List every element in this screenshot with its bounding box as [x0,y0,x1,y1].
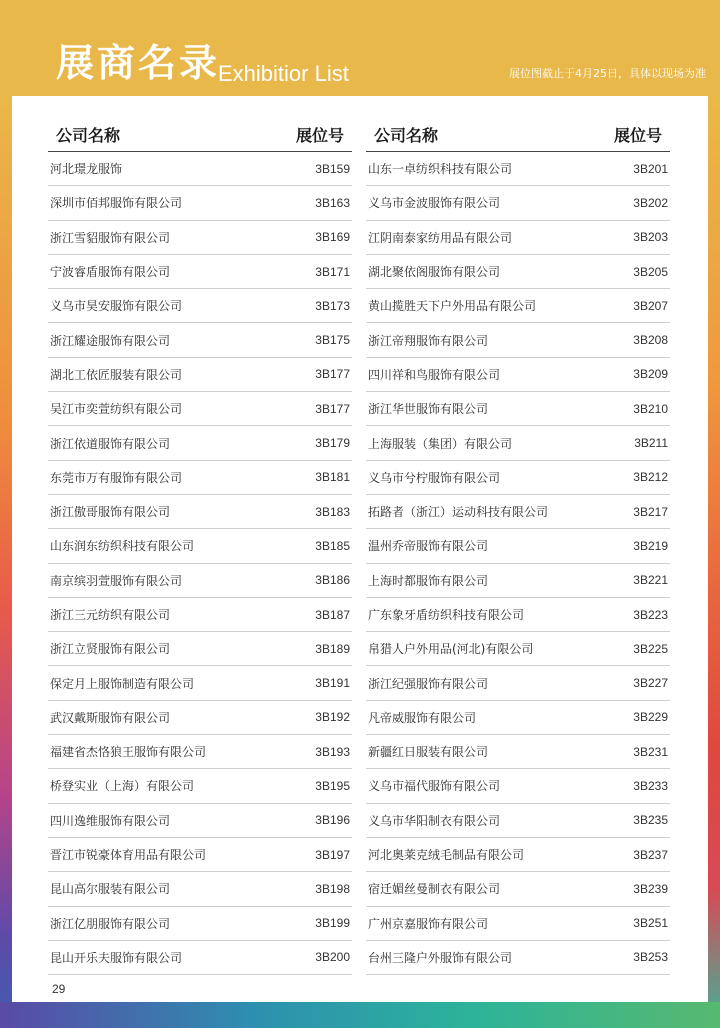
booth-number: 3B192 [315,710,350,725]
company-name: 浙江立贤服饰有限公司 [50,642,171,657]
table-row [48,804,352,838]
table-row [366,838,670,872]
booth-number: 3B212 [633,470,668,485]
company-name: 昆山高尔服装有限公司 [50,882,171,897]
table-row [366,666,670,700]
table-row [48,632,352,666]
company-name: 山东润东纺织科技有限公司 [50,539,195,554]
booth-number: 3B187 [315,607,350,622]
table-row [48,838,352,872]
company-name: 武汉戴斯服饰有限公司 [50,710,171,725]
company-name: 黄山揽胜天下户外用品有限公司 [368,299,537,314]
table-header [366,118,670,152]
table-row [48,255,352,289]
company-name: 湖北工依匠服装有限公司 [50,367,183,382]
content-sheet [12,96,708,1002]
company-name: 南京缤羽萱服饰有限公司 [50,573,183,588]
booth-number: 3B181 [315,470,350,485]
company-name: 吴江市奕萱纺织有限公司 [50,402,183,417]
booth-number: 3B227 [633,676,668,691]
booth-number: 3B205 [633,264,668,279]
company-name: 浙江三元纺织有限公司 [50,608,171,622]
table-row [48,152,352,186]
right-gradient-strip [708,96,720,1028]
booth-number: 3B177 [315,401,350,416]
table-row [48,392,352,426]
table-row [366,598,670,632]
company-name: 宁波睿盾服饰有限公司 [50,265,171,280]
table-row [366,872,670,906]
company-name: 保定月上服饰制造有限公司 [50,676,195,691]
table-row [366,804,670,838]
booth-number: 3B202 [633,195,668,210]
booth-number: 3B159 [315,161,350,176]
page-number: 29 [52,982,66,996]
table-row [366,564,670,598]
column-header-company: 公司名称 [56,126,121,145]
company-name: 帛猎人户外用品(河北)有限公司 [368,642,534,657]
company-name: 浙江亿朋服饰有限公司 [50,916,171,931]
table-row [48,358,352,392]
booth-number: 3B193 [315,744,350,759]
table-row [48,701,352,735]
booth-number: 3B217 [633,504,668,519]
booth-number: 3B191 [315,676,350,691]
table-row [366,495,670,529]
table-row [48,666,352,700]
table-row [48,461,352,495]
table-row [366,632,670,666]
booth-number: 3B208 [633,333,668,348]
company-name: 江阴南泰家纺用品有限公司 [368,230,513,245]
column-header-company: 公司名称 [374,126,439,145]
page-subtitle: Exhibitior List [218,61,349,86]
company-name: 浙江雪貂服饰有限公司 [50,230,171,245]
table-row [366,358,670,392]
column-header-booth: 展位号 [613,126,662,145]
booth-number: 3B163 [315,195,350,210]
company-name: 义乌市昊安服饰有限公司 [50,299,183,314]
table-row [48,495,352,529]
booth-number: 3B177 [315,367,350,382]
booth-number: 3B198 [315,881,350,896]
booth-number: 3B223 [633,607,668,622]
table-row [48,289,352,323]
company-name: 凡帝威服饰有限公司 [368,710,477,725]
company-name: 东莞市万有服饰有限公司 [50,470,183,485]
table-row [366,461,670,495]
company-name: 义乌市福代服饰有限公司 [368,779,501,794]
company-name: 拓路者（浙江）运动科技有限公司 [368,505,549,520]
booth-number: 3B203 [633,230,668,245]
company-name: 上海时都服饰有限公司 [368,573,489,588]
booth-number: 3B235 [633,813,668,828]
company-name: 桥登实业（上海）有限公司 [50,779,195,794]
table-row [366,941,670,975]
left-gradient-strip [0,96,12,1028]
bottom-gradient-strip [0,1002,720,1028]
table-row [366,152,670,186]
company-name: 湖北聚依阁服饰有限公司 [368,265,501,280]
table-row [366,529,670,563]
table-row [48,186,352,220]
booth-number: 3B175 [315,333,350,348]
table-row [366,289,670,323]
booth-number: 3B239 [633,881,668,896]
booth-number: 3B210 [633,401,668,416]
table-row [366,735,670,769]
company-name: 广东象牙盾纺织科技有限公司 [368,608,525,622]
page-title: 展商名录 [56,41,221,85]
table-row [48,735,352,769]
company-name: 义乌市金波服饰有限公司 [368,196,501,211]
booth-number: 3B197 [315,847,350,862]
page-header [0,0,720,96]
company-name: 广州京嘉服饰有限公司 [368,916,489,931]
company-name: 河北璟龙服饰 [50,162,123,177]
booth-number: 3B209 [633,367,668,382]
booth-number: 3B173 [315,298,350,313]
booth-number: 3B196 [315,813,350,828]
company-name: 新疆红日服装有限公司 [368,745,489,760]
company-name: 四川祥和鸟服饰有限公司 [368,367,501,382]
company-name: 温州乔帝服饰有限公司 [368,539,489,554]
header-note: 展位图截止于4月25日，具体以现场为准 [509,67,706,80]
table-row [366,769,670,803]
company-name: 上海服装（集团）有限公司 [368,436,513,451]
booth-number: 3B253 [633,950,668,965]
company-name: 宿迁媚丝曼制衣有限公司 [368,882,501,897]
company-name: 浙江依道服饰有限公司 [50,436,171,451]
table-row [48,529,352,563]
column-header-booth: 展位号 [295,126,344,145]
booth-number: 3B207 [633,298,668,313]
booth-number: 3B186 [315,573,350,588]
company-name: 深圳市佰邦服饰有限公司 [50,196,183,211]
booth-number: 3B171 [315,264,350,279]
booth-number: 3B219 [633,538,668,553]
booth-number: 3B179 [315,436,350,451]
company-name: 山东一卓纺织科技有限公司 [368,162,513,177]
booth-number: 3B237 [633,847,668,862]
table-row [48,769,352,803]
table-row [48,872,352,906]
table-row [366,221,670,255]
exhibitor-table-left [48,118,352,975]
table-row [48,941,352,975]
booth-number: 3B233 [633,778,668,793]
table-row [48,426,352,460]
booth-number: 3B169 [315,230,350,245]
booth-number: 3B185 [315,538,350,553]
booth-number: 3B251 [633,916,668,931]
company-name: 晋江市锐豪体育用品有限公司 [50,848,207,863]
booth-number: 3B229 [633,710,668,725]
table-row [48,907,352,941]
table-row [366,426,670,460]
booth-number: 3B199 [315,916,350,931]
table-body [48,152,352,975]
table-row [366,701,670,735]
company-name: 浙江耀途服饰有限公司 [50,333,171,348]
company-name: 福建省杰恪狼王服饰有限公司 [50,745,207,760]
company-name: 浙江华世服饰有限公司 [368,402,489,417]
table-row [366,323,670,357]
table-row [48,323,352,357]
table-header [48,118,352,152]
booth-number: 3B211 [634,436,668,451]
company-name: 浙江傲哥服饰有限公司 [50,505,171,520]
booth-number: 3B225 [633,641,668,656]
company-name: 四川逸维服饰有限公司 [50,813,171,828]
booth-number: 3B221 [633,573,668,588]
table-row [48,221,352,255]
booth-number: 3B195 [315,778,350,793]
company-name: 昆山开乐夫服饰有限公司 [50,950,183,965]
table-body [366,152,670,975]
company-name: 浙江帝翔服饰有限公司 [368,333,489,348]
booth-number: 3B200 [315,950,350,965]
table-row [366,907,670,941]
table-row [366,186,670,220]
company-name: 台州三隆户外服饰有限公司 [368,950,513,965]
booth-number: 3B231 [633,744,668,759]
booth-number: 3B201 [633,161,668,176]
booth-number: 3B189 [315,641,350,656]
company-name: 义乌市兮柠服饰有限公司 [368,470,501,485]
table-row [366,392,670,426]
company-name: 义乌市华阳制衣有限公司 [368,813,501,828]
company-name: 河北奥莱克绒毛制品有限公司 [368,848,525,863]
company-name: 浙江纪强服饰有限公司 [368,676,489,691]
booth-number: 3B183 [315,504,350,519]
exhibitor-table-right [366,118,670,975]
table-row [48,598,352,632]
table-row [366,255,670,289]
table-row [48,564,352,598]
